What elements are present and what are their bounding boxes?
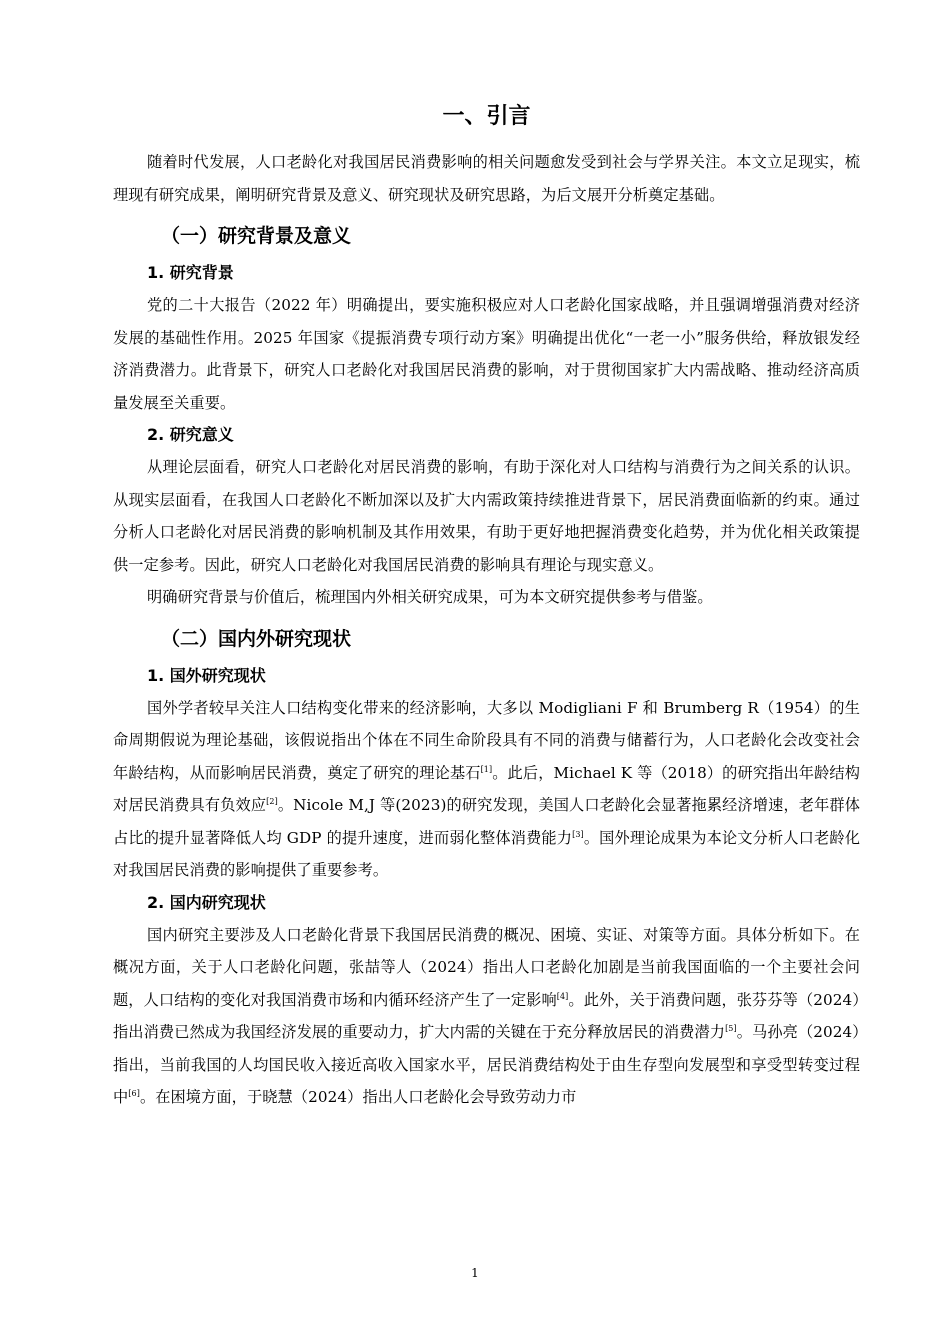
text-segment: 。马孙亮（2024）指出，当前我国的人均国民收入接近高收入国家水平，居民消费结构处于由生存型向发展型和享受型转变过程中: [113, 1023, 860, 1106]
citation-ref: [4]: [556, 991, 569, 1001]
citation-ref: [3]: [572, 829, 584, 839]
foreign-research-paragraph: [113, 692, 860, 887]
section-heading-research-status: （二）国内外研究现状: [161, 627, 352, 650]
text-segment: 。在困境方面，于晓慧（2024）指出人口老龄化会导致劳动力市: [139, 1088, 577, 1106]
subsection-heading-research-significance: 2. 研究意义: [147, 425, 234, 444]
citation-ref: [5]: [725, 1024, 737, 1033]
research-significance-paragraph: 从理论层面看，研究人口老龄化对居民消费的影响，有助于深化对人口结构与消费行为之间关系的认识。从现实层面看，在我国人口老龄化不断加深以及扩大内需政策持续推进背景下，居民消费面临新的约束。通过分析人口老龄化对居民消费的影响机制及其作用效果，有助于更好地把握消费变化趋势，并为优化相关政策提供一定参考。因此，研究人口老龄化对我国居民消费的影响具有理论与现实意义。: [113, 458, 860, 574]
page-number: 1: [471, 1266, 479, 1280]
intro-paragraph: 随着时代发展，人口老龄化对我国居民消费影响的相关问题愈发受到社会与学界关注。本文立足现实，梳理现有研究成果，阐明研究背景及意义、研究现状及研究思路，为后文展开分析奠定基础。: [113, 153, 860, 204]
subsection-heading-foreign-research: 1. 国外研究现状: [147, 665, 266, 685]
citation-ref: [1]: [480, 764, 493, 774]
text-segment: 国内研究主要涉及人口老龄化背景下我国居民消费的概况、困境、实证、对策等方面。具体分析如下。在概况方面，关于人口老龄化问题，张喆等人（2024）指出人口老龄化加剧是当前我国面临的一个主要社会问题，人口结构的变化对我国消费市场和内循环经济产生了一定影响: [113, 925, 860, 1009]
text-segment: 。此后，Michael K 等（2018）的研究指出年龄结构对居民消费具有负效应: [113, 763, 860, 814]
domestic-research-paragraph: [113, 919, 860, 1114]
citation-ref: [2]: [266, 797, 278, 806]
subsection-heading-domestic-research: 2. 国内研究现状: [147, 892, 266, 912]
transition-paragraph: 明确研究背景与价值后，梳理国内外相关研究成果，可为本文研究提供参考与借鉴。: [147, 588, 713, 606]
text-segment: 。国外理论成果为本论文分析人口老龄化对我国居民消费的影响提供了重要参考。: [113, 828, 860, 879]
research-background-paragraph: 党的二十大报告（2022 年）明确提出，要实施积极应对人口老龄化国家战略，并且强调增强消费对经济发展的基础性作用。2025 年国家《提振消费专项行动方案》明确提出优化“一老一小”服务供给，释放银发经济消费潜力。此背景下，研究人口老龄化对我国居民消费的影响，对于贯彻国家扩大内需战略、推动经济高质量发展至关重要。: [113, 296, 860, 412]
citation-ref: [6]: [128, 1089, 140, 1098]
subsection-heading-research-background: 1. 研究背景: [147, 263, 234, 282]
section-heading-background: （一）研究背景及意义: [161, 225, 352, 247]
text-segment: 。Nicole M,J 等(2023)的研究发现，美国人口老龄化会显著拖累经济增速，老年群体占比的提升显著降低人均 GDP 的提升速度，进而弱化整体消费能力: [113, 796, 860, 847]
text-segment: 国外学者较早关注人口结构变化带来的经济影响，大多以 Modigliani F 和 Brumberg R（1954）的生命周期假说为理论基础，该假说指出个体在不同生命阶段具有不同的消费与储蓄行为，人口老龄化会改变社会年龄结构，从而影响居民消费，奠定了研究的理论基石: [113, 698, 860, 782]
page-content: [113, 100, 860, 1114]
text-segment: 。此外，关于消费问题，张芬芬等（2024）指出消费已然成为我国经济发展的重要动力，扩大内需的关键在于充分释放居民的消费潜力: [113, 990, 861, 1041]
chapter-title: 一、引言: [442, 104, 531, 129]
